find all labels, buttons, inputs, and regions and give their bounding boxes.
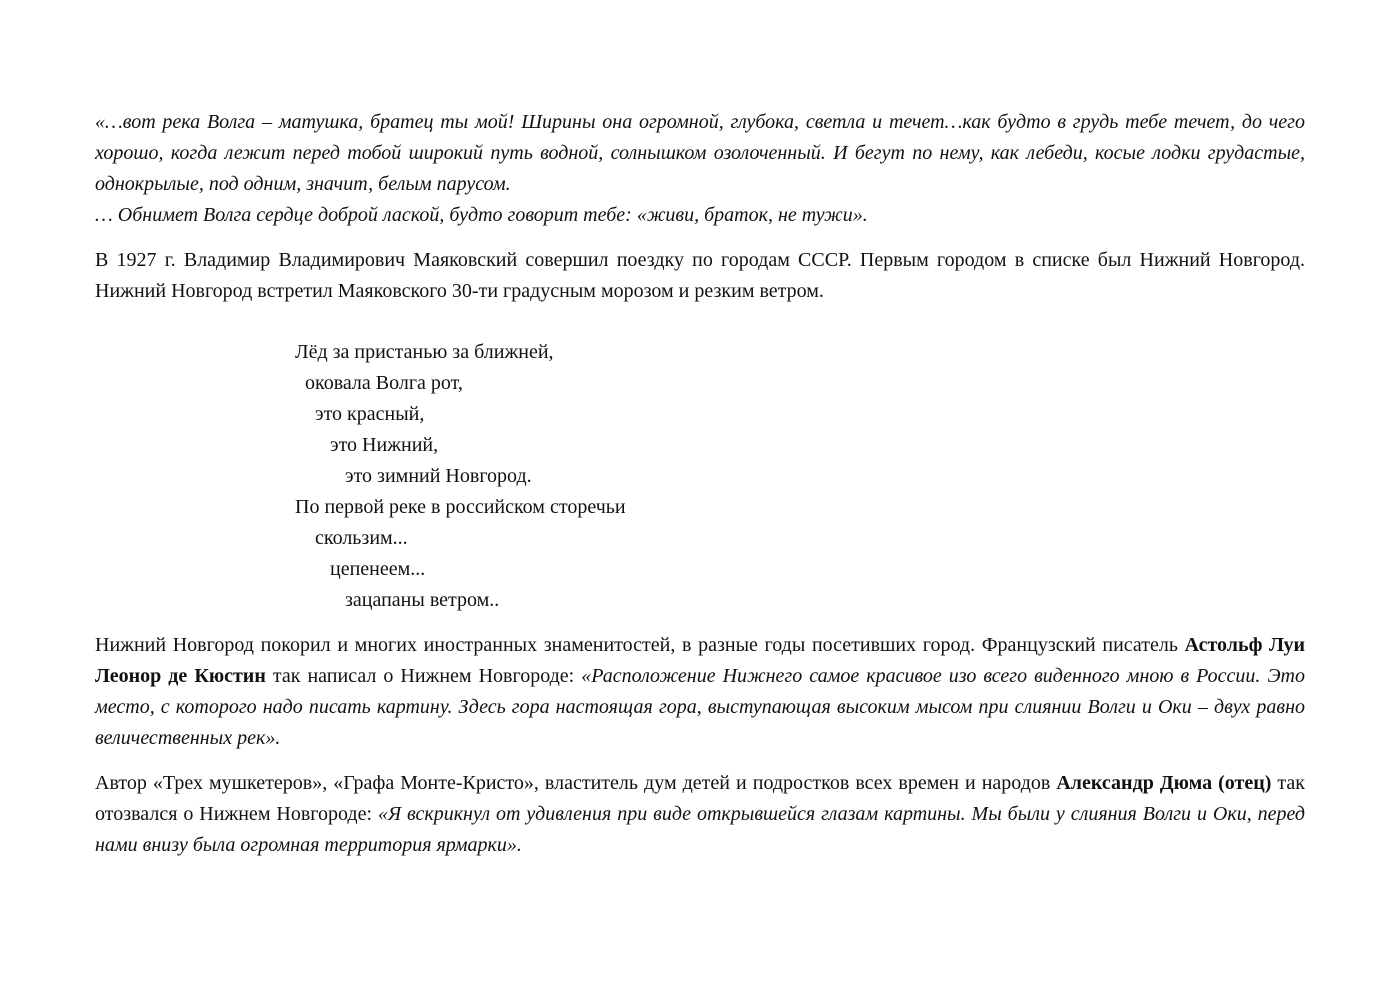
poem-line: это Нижний, [295,434,439,456]
dumas-middle-text: так отозвался о Нижнем Новгороде: [95,772,1306,825]
poem-line: скользим... [295,527,408,549]
document-page [95,107,1305,875]
mayakovsky-paragraph: В 1927 г. Владимир Владимирович Маяковский совершил поездку по городам СССР. Первым городом в списке был Нижний Новгород. Нижний Новгород встретил Маяковского 30-ти градусным морозом и резким ветром. [95,249,1305,302]
intro-quote-closing: … Обнимет Волга сердце доброй лаской, будто говорит тебе: «живи, браток, не тужи». [95,204,868,226]
poem-line: По первой реке в российском сторечьи [295,496,626,518]
dumas-name: Александр Дюма (отец) [1056,772,1272,794]
custine-quote: «Расположение Нижнего самое красивое изо всего виденного мною в России. Это место, с которого надо писать картину. Здесь гора настоящая гора, выступающая высоким мысом при слиянии Волги и Оки – двух равно величественных рек». [95,665,1305,749]
intro-quote: «…вот река Волга – матушка, братец ты мой! Ширины она огромной, глубока, светла и течет…как будто в грудь тебе течет, до чего хорошо, когда лежит перед тобой широкий путь водной, солнышком озолоченный. И бегут по нему, как лебеди, косые лодки грудастые, однокрылые, под одним, значит, белым парусом. [95,111,1305,195]
poem-line: это зимний Новгород. [295,465,532,487]
dumas-lead-text: Автор «Трех мушкетеров», «Графа Монте-Кристо», властитель дум детей и подростков всех времен и народов [95,772,1057,794]
poem-line: Лёд за пристанью за ближней, [295,341,554,363]
custine-name: Астольф Луи Леонор де Кюстин [95,634,1305,687]
custine-paragraph [95,630,1305,754]
custine-lead-text: Нижний Новгород покорил и многих иностранных знаменитостей, в разные годы посетивших город. Французский писатель [95,634,1185,656]
dumas-paragraph [95,768,1305,861]
mayakovsky-poem [295,337,1305,616]
poem-line: цепенеем... [295,558,426,580]
poem-line: зацапаны ветром.. [295,589,500,611]
custine-middle-text: так написал о Нижнем Новгороде: [265,665,582,687]
dumas-quote: «Я вскрикнул от удивления при виде открывшейся глазам картины. Мы были у слияния Волги и Оки, перед нами внизу была огромная территория ярмарки». [95,803,1306,856]
poem-line: оковала Волга рот, [295,372,463,394]
poem-line: это красный, [295,403,425,425]
